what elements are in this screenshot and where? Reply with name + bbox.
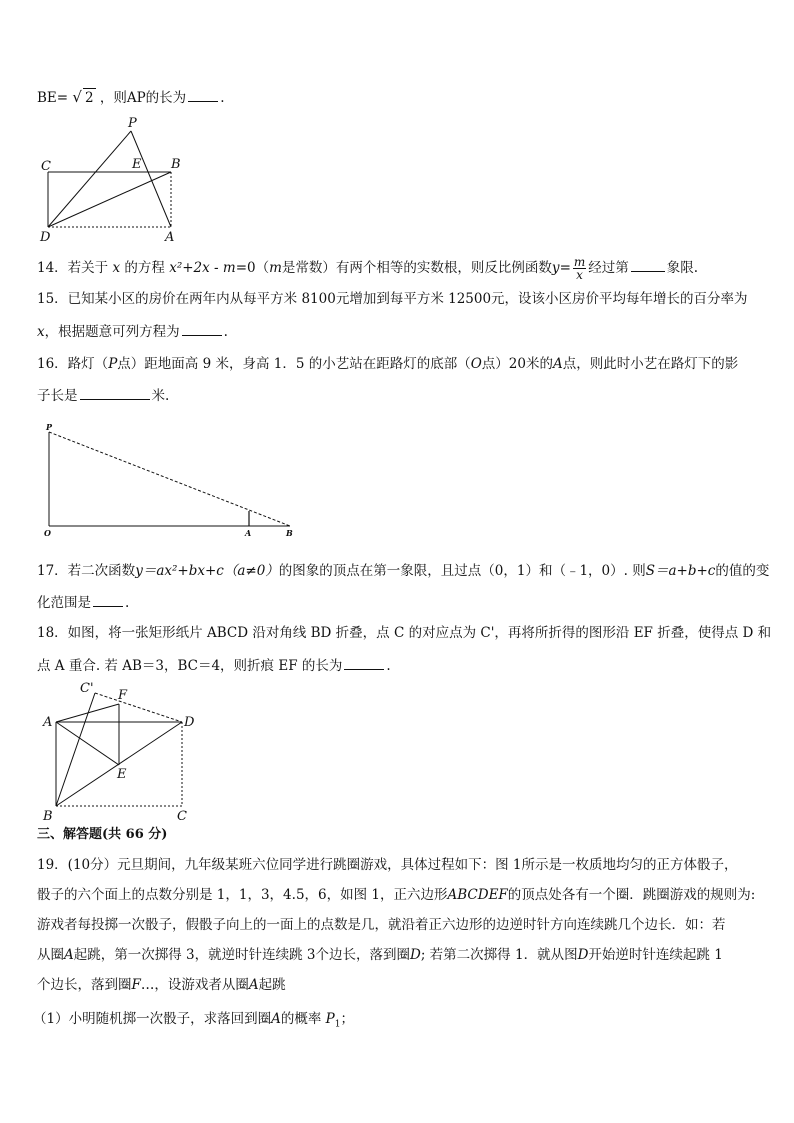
q19-line-5 [37,976,286,994]
q16-var-A: A [552,356,563,372]
q16-text-1c: 点）20米的 [481,356,553,372]
q13-suffix: ，则AP的长为 [99,90,187,106]
q15-line-1 [37,290,748,308]
q15-text-2: ，根据题意可列方程为 [44,324,180,340]
q14-frac-num: m [573,255,586,269]
q15-text-1: 15．已知某小区的房价在两年内从每平方米 8100元增加到每平方米 12500元，设该小区房价平均每年增长的百分率为 [37,291,748,307]
q14-text-4: 是常数）有两个相等的实数根，则反比例函数 [281,260,552,276]
q18-text-2: 点 A 重合. 若 AB＝3，BC＝4，则折痕 EF 的长为 [37,658,343,674]
sqrt-icon: √ [72,88,82,106]
q19-text-4a: 从圈 [37,947,64,963]
q19-text-2b: 的顶点处各有一个圈．跳圈游戏的规则为: [507,887,756,903]
q15-var-x: x [37,324,45,340]
q18-end: . [386,658,391,674]
fig13-label-P: P [128,116,137,131]
q19-var-D: D [410,947,421,963]
q14-fraction [573,256,586,281]
q17-text-1c: 的值的变 [715,563,770,579]
q19-var-A2: A [248,977,259,993]
q16-text-2b: 米. [151,388,170,404]
q16-line-2 [37,386,169,405]
q13-prefix: BE= [37,90,69,106]
q14-answer-blank [631,258,665,272]
fig16-label-O: O [44,528,51,538]
q19-var-A3: A [271,1011,281,1027]
q15-end: . [223,324,228,340]
q16-text-1a: 16．路灯（ [37,356,109,372]
q17-line-2 [37,593,129,612]
fig18-label-D: D [184,715,195,730]
fig18-label-F: F [118,688,128,703]
q14-line [37,256,698,281]
q18-answer-blank [344,656,384,670]
q19-subquestion-1 [33,1010,354,1034]
q19-var-F: F [131,977,141,993]
q19-text-1: 19．(10分）元旦期间，九年级某班六位同学进行跳圈游戏，具体过程如下：图 1所示是一枚质地均匀的正方体骰子， [37,857,738,873]
q16-text-1d: 点，则此时小艺在路灯下的影 [562,356,739,372]
q14-var-y: y [551,260,560,276]
q14-text-5: 经过第 [588,260,629,276]
fig13-label-D: D [40,230,51,245]
fig13-label-A: A [165,230,175,245]
q19-var-A: A [64,947,74,963]
q19-line-3 [37,916,726,934]
fig18-label-B: B [43,809,53,824]
q18-figure [38,680,208,825]
q14-equals: = [559,260,571,276]
q19-line-1 [37,856,738,874]
q19-sub1-text-b: 的概率 [280,1011,322,1027]
q19-text-2a: 骰子的六个面上的点数分别是 1，1，3，4.5，6，如图 1，正六边形 [37,887,448,903]
q13-radicand: 2 [84,90,94,106]
q17-text-1a: 17．若二次函数 [37,563,136,579]
q14-var-x: x [112,260,121,276]
q16-var-P: P [108,356,118,372]
q19-text-5a: 个边长，落到圈 [37,977,132,993]
q17-condition: （a≠0） [223,563,279,579]
q17-end: . [125,595,130,611]
q17-text-1b: 的图象的顶点在第一象限，且过点（0，1）和（﹣1，0）. 则 [278,563,646,579]
q14-text-2: 的方程 [124,260,165,276]
q15-line-2 [37,322,228,341]
q13-answer-blank [188,88,218,102]
q16-text-2a: 子长是 [37,388,78,404]
q16-line-1 [37,355,738,373]
fig16-label-B: B [286,528,293,538]
q19-text-4c: ; 若第二次掷得 1．就从图 [420,947,578,963]
q19-sub1-text-a: （1）小明随机掷一次骰子，求落回到圈 [33,1011,272,1027]
q16-figure [40,420,310,545]
fig18-label-C: C [177,809,187,824]
fig13-label-E: E [132,157,142,172]
q13-tail-line [37,88,224,107]
q19-text-5c: 起跳 [258,977,286,993]
fig16-label-P: P [46,422,53,432]
q14-frac-den: x [576,268,583,282]
fig18-label-E: E [117,767,127,782]
q13-end: . [220,90,225,106]
q18-line-2 [37,656,391,675]
q16-answer-blank [80,386,150,400]
q19-var-D2: D [577,947,589,963]
q19-hexagon-name: ABCDEF [447,887,508,903]
q16-text-1b: 点）距地面高 9 米，身高 1．5 的小艺站在距路灯的底部（ [117,356,471,372]
q14-text-1: 14．若关于 [37,260,109,276]
q15-answer-blank [182,322,222,336]
q17-text-2: 化范围是 [37,595,91,611]
q19-var-P-subscript: 1 [334,1019,341,1030]
q19-text-4b: 起跳，第一次掷得 3，就逆时针连续跳 3个边长，落到圈 [73,947,411,963]
q17-expression-S: S＝a+b+c [645,563,716,579]
q14-text-6: 象限. [666,260,699,276]
q19-text-4d: 开始逆时针连续起跳 1 [588,947,723,963]
fig18-label-A: A [43,715,53,730]
q19-sub1-text-c: ； [340,1011,354,1027]
q16-var-O: O [470,356,482,372]
fig18-label-Cprime: C' [80,681,94,696]
fig13-label-B: B [171,157,181,172]
q17-line-1 [37,562,769,580]
fig16-label-A: A [245,528,252,538]
q19-text-3: 游戏者每投掷一次骰子，假骰子向上的一面上的点数是几，就沿着正六边形的边逆时针方向连续跳几个边长．如：若 [37,917,726,933]
fig13-label-C: C [41,159,51,174]
section-3-heading: 三、解答题(共 66 分) [37,827,168,842]
q13-figure [30,115,190,245]
q14-text-3: =0（ [235,260,270,276]
q17-answer-blank [93,593,123,607]
q18-line-1 [37,624,771,642]
q18-text-1: 18．如图，将一张矩形纸片 ABCD 沿对角线 BD 折叠，点 C 的对应点为 C'，再将所折得的图形沿 EF 折叠，使得点 D 和 [37,625,772,641]
q19-line-2 [37,886,755,904]
q14-var-m: m [269,260,282,276]
q19-text-5b: …，设游戏者从圈 [140,977,249,993]
q19-line-4 [37,946,723,964]
q17-function: y＝ax²+bx+c [135,563,224,579]
q14-equation: x²+2x - m [169,260,236,276]
q19-var-P: P [325,1011,335,1027]
